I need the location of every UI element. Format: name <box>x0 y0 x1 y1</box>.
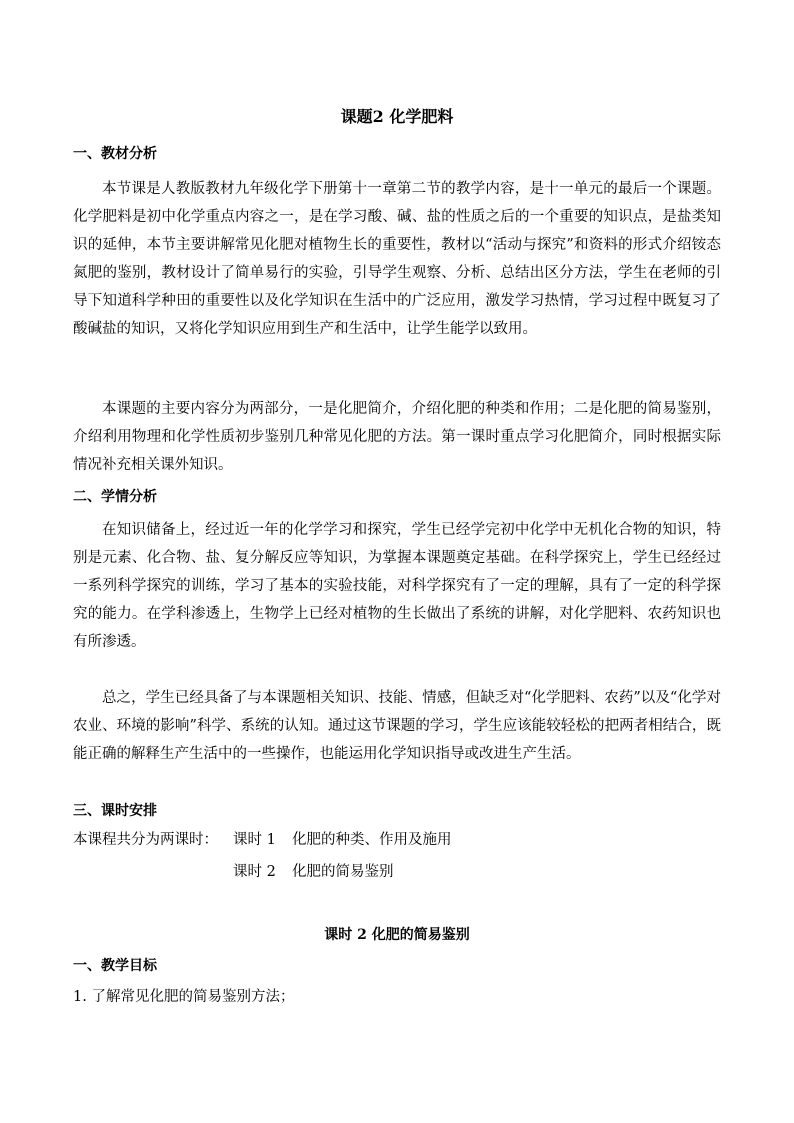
paragraph-student-analysis-2: 总之，学生已经具备了与本课题相关知识、技能、情感，但缺乏对“化学肥料、农药”以及“化学对农业、环境的影响”科学、系统的认知。通过这节课题的学习，学生应该能较轻松的把两者相结合，既能正确的解释生产生活中的一些操作，也能运用化学知识指导或改进生产生活。 <box>73 690 721 762</box>
paragraph-student-analysis-1: 在知识储备上，经过近一年的化学学习和探究，学生已经学完初中化学中无机化合物的知识，特别是元素、化合物、盐、复分解反应等知识，为掌握本课题奠定基础。在科学探究上，学生已经经过一系列科学探究的训练，学习了基本的实验技能，对科学探究有了一定的理解，具有了一定的科学探究的能力。在学科渗透上，生物学上已经对植物的生长做出了系统的讲解，对化学肥料、农药知识也有所渗透。 <box>73 522 721 650</box>
goal-item: 1. 了解常见化肥的简易鉴别方法； <box>73 989 295 1005</box>
section-heading-textbook-analysis: 一、教材分析 <box>73 146 157 162</box>
period-1-label: 课时 1 <box>233 832 276 848</box>
paragraph-textbook-analysis-1: 本节课是人教版教材九年级化学下册第十一章第二节的教学内容，是十一单元的最后一个课题。化学肥料是初中化学重点内容之一，是在学习酸、碱、盐的性质之后的一个重要的知识点，是盐类知识的延伸，本节主要讲解常见化肥对植物生长的重要性，教材以“活动与探究”和资料的形式介绍铵态氮肥的鉴别，教材设计了简单易行的实验，引导学生观察、分析、总结出区分方法，学生在老师的引导下知道科学种田的重要性以及化学知识在生活中的广泛应用，激发学习热情，学习过程中既复习了酸碱盐的知识，又将化学知识应用到生产和生活中，让学生能学以致用。 <box>73 181 721 337</box>
section-heading-schedule: 三、课时安排 <box>73 803 157 819</box>
period-1-text: 化肥的种类、作用及施用 <box>292 832 452 848</box>
section-heading-student-analysis: 二、学情分析 <box>73 489 157 505</box>
schedule-intro: 本课程共分为两课时： <box>73 832 218 848</box>
lesson-subtitle: 课时 2 化肥的简易鉴别 <box>324 927 470 943</box>
section-heading-teaching-goals: 一、教学目标 <box>73 958 157 974</box>
period-2-text: 化肥的简易鉴别 <box>292 864 394 880</box>
period-2-label: 课时 2 <box>233 864 276 880</box>
page-title: 课题2 化学肥料 <box>340 107 454 126</box>
paragraph-textbook-analysis-2: 本课题的主要内容分为两部分，一是化肥简介，介绍化肥的种类和作用；二是化肥的简易鉴别，介绍利用物理和化学性质初步鉴别几种常见化肥的方法。第一课时重点学习化肥简介，同时根据实际情况补充相关课外知识。 <box>73 401 721 473</box>
